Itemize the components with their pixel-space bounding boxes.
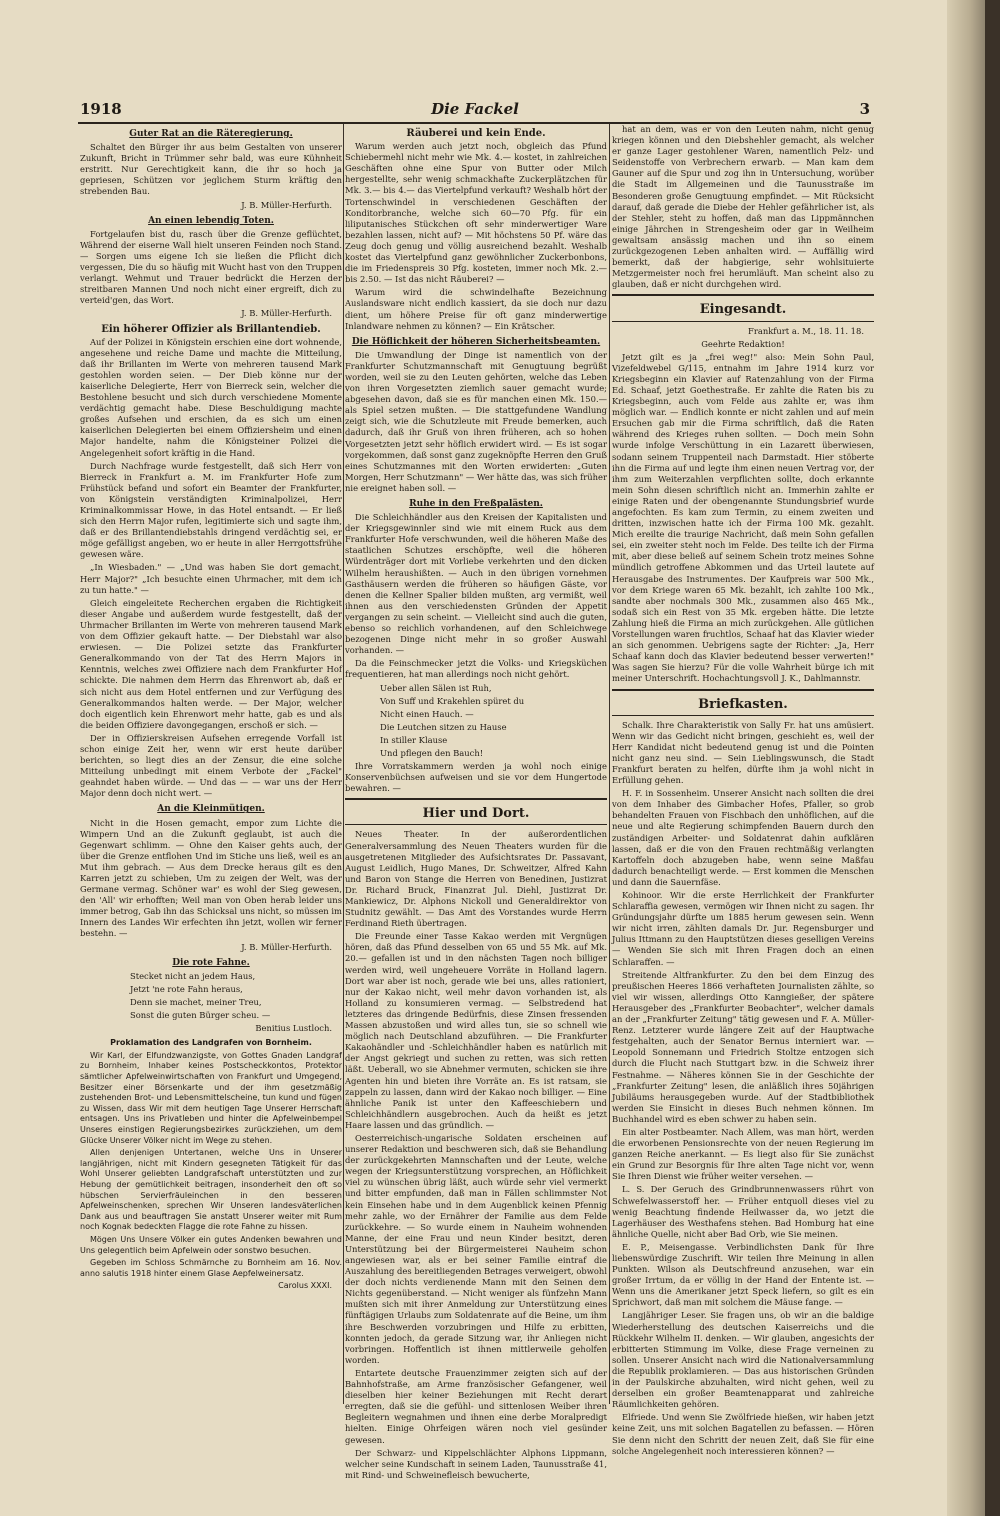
- section-header-box: [612, 294, 874, 321]
- page-header: [80, 100, 870, 122]
- article-paragraph: Langjähriger Leser. Sie fragen uns, ob wir an die baldige Wiederherstellung des deutschen Kaiserreichs und die Rückkehr Wilhelm II. denken. — Wir glauben, angesichts der erbitterten Stimmung im Volke, diese Frage verneinen zu sollen. Unserer Ansicht nach wird die Nationalversammlung die Republik proklamieren. — Das aus historischen Gründen in der Paulskirche abzuhalten, wird nicht gehen, weil zu derselben ein großer Beamtenapparat und zahlreiche Räumlichkeiten gehören.: [612, 1310, 874, 1410]
- section-header-box: [345, 798, 607, 825]
- letter-date: Frankfurt a. M., 18. 11. 18.: [748, 325, 864, 336]
- article-paragraph: Ein alter Postbeamter. Nach Allem, was man hört, werden die erworbenen Pensionsrechte von der neuen Regierung im ganzen Reiche anerkannt. — Es liegt also für Sie zunächst ein Grund zur Besorgnis für Ihre alten Tage nicht vor, wenn Sie Ihren Dienst wie früher weiter versehen. —: [612, 1126, 874, 1182]
- article-paragraph: Oesterreichisch-ungarische Soldaten erscheinen auf unserer Redaktion und beschweren sich, daß sie Behandlung der zurückgekehrten Mannschaften und der Leute, welche wegen der Kriegsunterstützung vorsprechen, an Höflichkeit viel zu wünschen übrig läßt, auch würde sehr viel vermerkt und bitter empfunden, daß man in Fällen schlimmster Not kein Einsehen habe und in dem Augenblick keinen Pfennig mehr zahle, wo der Ernährer der Familie aus dem Felde zurückkehre. — So wurde einem in Nauheim wohnenden Manne, der eine Frau und neun Kinder besitzt, deren Unterstützung bei der Bürgermeisterei Nauheim schon angewiesen war, als er bei seiner Familie eintraf die Auszahlung des bereitliegenden Betrages verweigert, obwohl der doch nichts verdienende Mann mit den Seinen dem Nichts gegenüberstand. — Nicht weniger als fünfzehn Mann mußten sich mit ihrer Anmeldung zur Unterstützung eines fünftägigen Urlaubs zum Soldatenrate auf die Beine, um ihm ihre Beschwerden vorzubringen und Hilfe zu erbitten, konnten jedoch, da gerade Sitzung war, ihr Anliegen nicht vorbringen. Hoffentlich ist ihnen mittlerweile geholfen worden.: [345, 1132, 607, 1365]
- letter-salutation: Geehrte Redaktion!: [701, 338, 785, 349]
- article-paragraph: Schalk. Ihre Charakteristik von Sally Fr. hat uns amüsiert. Wenn wir das Gedicht nicht bringen, geschieht es, weil der Herr Kandidat nicht bedeutend genug ist und die Pointen nicht ganz neu sind. — Sein Lieblingswunsch, die Stadt Frankfurt beraten zu helfen, dürfte ihm ja wohl nicht in Erfüllung gehen.: [612, 719, 874, 786]
- column-1: [80, 124, 342, 1414]
- article-paragraph: Ihre Vorratskammern werden ja wohl noch einige Konservenbüchsen aufweisen und sie vor dem Hungertode bewahren. —: [345, 761, 607, 794]
- article-paragraph: Warum werden auch jetzt noch, obgleich das Pfund Schiebermehl nicht mehr wie Mk. 4.— kostet, in zahlreichen Geschäften ohne eine Spur von Butter oder Milch hergestellte, sehr wenig schmackhafte Zuckerplätzchen für Mk. 3.— bis 4.— das Viertelpfund verkauft? Weshalb hört der Tortenschwindel in verschiedenen Geschäften der Konditorbranche, welche sich 60—70 Pfg. für ein liliputanisches Stückchen oft sehr minderwertiger Ware bezahlen lassen, nicht auf? — Mit höchstens 50 Pf. wäre das Zeug doch genug und völlig ausreichend bezahlt. Weshalb kostet das Viertelpfund ganz gewöhnlicher Zuckerbonbons, die im Friedenspreis 30 Pfg. kosteten, immer noch Mk. 2.— bis 2.50. — Ist das nicht Räuberei? —: [345, 141, 607, 285]
- article-paragraph: Mögen Uns Unsere Völker ein gutes Andenken bewahren und Uns gelegentlich beim Apfelwein oder sonstwo besuchen.: [80, 1234, 342, 1255]
- section-title: Eingesandt.: [699, 302, 787, 318]
- poem-text: Nicht in die Hosen gemacht, empor zum Lichte die Wimpern Und an die Zukunft geglaubt, ist auch die Gegenwart schlimm. — Ohne den Kaiser gehts auch, der über die Grenze entflohen Und im Stiche uns ließ, weil es an Mut ihm gebrach. — Aus dem Drecke heraus gilt es den Karren jetzt zu schieben, Um zu zeigen der Welt, was der Germane vermag. Schöner war' es wohl der Sieg gewesen, den 'All' wir erhofften; Weil man von Oben herab leider uns immer betrog, Gab ihn das Schicksal uns nicht, so müssen im Innern des Landes Wir erfechten ihn jetzt, wollen wir ferner bestehn. —: [80, 817, 342, 939]
- poem-line: In stiller Klause: [380, 734, 448, 745]
- article-paragraph: hat an dem, was er von den Leuten nahm, nicht genug kriegen können und den Diebshehler gemacht, als welcher er ganze Lager gestohlener Waren, namentlich Pelz- und Seidenstoffe von Verbrechern erwarb. — Man kam dem Gauner auf die Spur und zog ihn in Untersuchung, worüber die Stadt im Allgemeinen und die Taunusstraße im Besonderen große Genugtuung empfindet. — Mit Rücksicht darauf, daß gerade die Diebe der Hehler gefährlicher ist, als der Stehler, steht zu hoffen, daß man das Lippmännchen einige Jährchen in Strengesheim oder gar in Weilheim gewaltsam ansässig machen und ihn so einem zurückgezogenen Leben anhalten wird. — Auffällig wird bemerkt, daß der habgierige, sehr wohlsituierte Metzgermeister noch frei herumläuft. Man scheint also zu glauben, daß er nicht durchgehen wird.: [612, 124, 874, 290]
- article-paragraph: Jetzt gilt es ja „frei weg!" also: Mein Sohn Paul, Vizefeldwebel G/115, entnahm im Jahre 1914 kurz vor Kriegsbeginn ein Klavier auf Ratenzahlung von der Firma Ed. Schaaf, jetzt Goethestraße. Er zahlte die Raten bis zu Kriegsbeginn, auch vom Felde aus zahlte er, was ihm möglich war. — Endlich konnte er nicht zahlen und auf mein Ersuchen gab mir die Firma schriftlich, daß die Raten während des Krieges ruhen sollten. — Doch mein Sohn wurde infolge Verschüttung in ein Lazarett überwiesen, sodann seinem Truppenteil nach Darmstadt. Hier stöberte ihn die Firma auf und legte ihm einen neuen Vertrag vor, der ihm zum Weiterzahlen verpflichten sollte, doch erkannte mein Sohn diesen schriftlich nicht an. Immerhin zahlte er einige Raten und der obengenannte Stundungsbrief wurde angefochten. Es kam zum Termin, zu einem zweiten und dritten, inzwischen hatte ich der Firma 100 Mk. gezahlt. Mich ereilte die traurige Nachricht, daß mein Sohn gefallen sei, ein zweiter steht noch im Felde. Des teilte ich der Firma mit, aber diese beließ auf seinem Schein trotz meines Sohne mündlich getroffene Abkommen und das Urteil lautete auf Herausgabe des Instrumentes. Der Kaufpreis war 500 Mk., vor dem Kriege waren 65 Mk. bezahlt, ich zahlte 100 Mk., sandte aber nochmals 300 Mk., zusammen also 465 Mk., sodaß sich ein Rest von 35 Mk. ergeben hätte. Die letzte Zahlung hieß die Firma an mich zurückgehen. Alle gütlichen Vorstellungen waren fruchtlos, Schaaf hat das Klavier wieder an sich genommen. Uebrigens sagte der Richter: „Ja, Herr Schaaf kann doch das Klavier bedeutend besser verwerten!" Was sagen Sie hierzu? Für die volle Wahrheit bürge ich mit meiner Unterschrift. Hochachtungsvoll J. K., Dahlmannstr.: [612, 351, 874, 684]
- column-divider: [343, 124, 344, 1404]
- article-paragraph: Neues Theater. In der außerordentlichen Generalversammlung des Neuen Theaters wurden für die ausgetretenen Mitglieder des Aufsichtsrates Dr. Passavant, August Leidlich, Hugo Manes, Dr. Schweitzer, Alfred Kahn und Baron von Stange die Herren von Benedinen, Justizrat Dr. Richard Bruck, Finanzrat Jul. Diehl, Justizrat Dr. Mankiewicz, Dr. Alphons Nickoll und Generaldirektor von Studnitz gewählt. — Das Amt des Vorstandes wurde Herrn Ferdinand Rieth übertragen.: [345, 829, 607, 929]
- article-paragraph: Der Schwarz- und Kippelschlächter Alphons Lippmann, welcher seine Kundschaft in seinem Laden, Taunusstraße 41, mit Rind- und Schweinefleisch bewucherte,: [345, 1447, 607, 1480]
- column-3: [612, 124, 874, 1456]
- article-paragraph: Die Umwandlung der Dinge ist namentlich von der Frankfurter Schutzmannschaft mit Genugtuung begrüßt worden, weil sie zu den Leuten gehörten, welche das Leben von ihren Vorgesetzten ziemlich sauer gemacht wurde; abgesehen davon, daß sie es für manchen einen Mk. 150.— als Spiel setzen mußten. — Die stattgefundene Wandlung zeigt sich, wie die Schutzleute mit Freude bemerken, auch dadurch, daß ihr Gruß von ihren früheren, ach so hohen Vorgesetzten jetzt sehr höflich erwidert wird. — Es ist sogar vorgekommen, daß sonst ganz zugeknöpfte Herren den Gruß eines Schutzmannes mit den Worten erwiderten: „Guten Morgen, Herr Schutzmann" — Wer hätte das, was sich früher nie ereignet haben soll. —: [345, 349, 607, 493]
- poem-line: Und pflegen den Bauch!: [380, 747, 484, 758]
- article-paragraph: L. S. Der Geruch des Grindbrunnenwassers rührt von Schwefelwasserstoff her. — Früher entquoll dieses viel zu wenig Beachtung findende Heilwasser da, wo jetzt die Lagerhäuser des Westhafens stehen. Bad Homburg hat eine ähnliche Quelle, nicht aber Bad Orb, wie Sie meinen.: [612, 1184, 874, 1239]
- article-paragraph: „In Wiesbaden." — „Und was haben Sie dort gemacht, Herr Major?" „Ich besuchte einen Uhrmacher, mit dem ich zu tun hatte." —: [80, 562, 342, 595]
- article-paragraph: Warum wird die schwindelhafte Bezeichnung Auslandsware nicht endlich kassiert, da sie doch nur dazu dient, um höhere Preise für oft ganz minderwertige Inlandware nehmen zu können? — Ein Krätscher.: [345, 287, 607, 331]
- signature: J. B. Müller-Herfurth.: [241, 308, 332, 319]
- article-paragraph: H. F. in Sossenheim. Unserer Ansicht nach sollten die drei von dem Inhaber des Gimbacher Hofes, Pfaller, so grob behandelten Frauen von Fischbach den unhöflichen, auf die neue und alte Regierung schimpfenden Bauern durch den zuständigen Arbeiter- und Soldatenrat dahin aufklären lassen, daß er die von den Frauen rechtmäßig verlangten Kartoffeln doch abzugeben habe, wenn seine Maßfau dadurch benachteiligt werde. — Erst kommen die Menschen und dann die Sauernfäse.: [612, 788, 874, 887]
- article-paragraph: E. P., Meisengasse. Verbindlichsten Dank für Ihre liebenswürdige Zuschrift. Wir teilen Ihre Meinung in allen Punkten. Wilson als Deutschfreund anzusehen, war ein großer Irrtum, da er völlig in der Hand der Entente ist. — Wenn uns die Amerikaner jetzt Speck liefern, so gilt es ein Sprichwort, daß man mit solchem die Mäuse fange. —: [612, 1241, 874, 1308]
- signature: Carolus XXXI.: [278, 1281, 332, 1291]
- headline: An die Kleinmütigen.: [157, 804, 265, 815]
- article-paragraph: Elfriede. Und wenn Sie Zwölfriede hießen, wir haben jetzt keine Zeit, uns mit solchen Bagatellen zu befassen. — Hören Sie denn nicht den Schritt der neuen Zeit, daß Sie für eine solche Angelegenheit noch interessieren können? —: [612, 1412, 874, 1456]
- article-paragraph: Kohinoor. Wir die erste Herrlichkeit der Frankfurter Schlaraffia gewesen, vermögen wir Ihnen nicht zu sagen. Ihr Gründungsjahr dürfte um 1885 herum gewesen sein. Wenn wir nicht irren, zählten damals Dr. Jur. Regensburger und Julius Ittmann zu den Hauptstützen dieses geselligen Vereins — Wenden Sie sich mit Ihren Fragen doch an einen Schlaraffen. —: [612, 890, 874, 967]
- headline: Die Höflichkeit der höheren Sicherheitsbeamten.: [351, 336, 601, 347]
- binding-shadow: [947, 0, 985, 1516]
- article-paragraph: Durch Nachfrage wurde festgestellt, daß sich Herr von Bierreck in Frankfurt a. M. im Frankfurter Hofe zum Frühstück befand und sofort ein Beamter der Frankfurter, von Königstein verständigten Kriminalpolizei, Herr Kriminalkommissar Howe, in das Hotel entsandt. — Er ließ sich den Herrn Major rufen, legitimierte sich und sagte ihm, daß er des Brillantendiebstahls dringend verdächtig sei, er möge gefälligst angeben, wo er heute in aller Herrgottsfrühe gewesen wäre.: [80, 460, 342, 560]
- poem-line: Jetzt 'ne rote Fahn heraus,: [130, 983, 243, 994]
- article-paragraph: Allen denjenigen Untertanen, welche Uns in Unserer langjährigen, nicht mit Kindern gesegneten Tätigkeit für das Wohl Unserer geliebten Landgrafschaft unterstützten und zur Hebung der gemütlichkeit beitragen, insonderheit den oft so hübschen Servierfräuleinchen in den besseren Apfelweinschenken, sprechen Wir Unseren landesväterlichen Dank aus und beauftragen Sie anstatt Unserer weiter mit Rum noch Kognak bedeckten Flagge die rote Fahne zu hissen.: [80, 1148, 342, 1232]
- headline: Proklamation des Landgrafen von Bornheim.: [110, 1038, 312, 1048]
- headline: Räuberei und kein Ende.: [406, 128, 546, 139]
- poem-line: Ueber allen Sälen ist Ruh,: [380, 682, 492, 693]
- poem-text: Schaltet den Bürger ihr aus beim Gestalten von unserer Zukunft, Bricht in Trümmer sehr bald, was eure Kühnheit erstritt. Nur Gerechtigkeit kann, die ihr so hoch ja gepriesen, Schützen vor jeglichem Sturm kräftig den strebenden Bau.: [80, 142, 342, 197]
- article-paragraph: Gleich eingeleitete Recherchen ergaben die Richtigkeit dieser Angabe und außerdem wurde festgestellt, daß der Uhrmacher Brillanten im Werte von mehreren tausend Mark von dem Offizier gekauft hatte. — Der Diebstahl war also erwiesen. — Die Polizei setzte das Frankfurter Generalkommando von der Tat des Herrn Majors in Kenntnis, welches zwei Offiziere nach dem Frankfurter Hof schickte. Die nahmen dem Herrn das Ehrenwort ab, daß er sich nicht aus dem Hotel entfernen und zur Verfügung des Generalkommandos halten werde. — Der Major, welcher doch eigentlich kein Ehrenwort mehr hatte, gab es und als die beiden Offiziere davongegangen, erschoß er sich. —: [80, 597, 342, 730]
- article-paragraph: Der in Offizierskreisen Aufsehen erregende Vorfall ist schon einige Zeit her, wenn wir erst heute darüber berichten, so liegt dies an der Zensur, die eine solche Mitteilung unbedingt mit einem Verbote der „Fackel" geahndet haben würde. — Und das — — war uns der Herr Major denn doch nicht wert. —: [80, 732, 342, 799]
- column-divider: [609, 124, 610, 1404]
- poem-line: Nicht einen Hauch. —: [380, 708, 474, 719]
- signature: J. B. Müller-Herfurth.: [241, 199, 332, 210]
- headline: Ruhe in den Freßpalästen.: [409, 499, 543, 509]
- headline: An einen lebendig Toten.: [148, 215, 274, 226]
- article-paragraph: Die Freunde einer Tasse Kakao werden mit Vergnügen hören, daß das Pfund desselben von 65 und 55 Mk. auf Mk. 20.— gefallen ist und in den nächsten Tagen noch billiger werden wird, weil ungeheuere Vorräte in Holland lagern. Dort war aber ist noch, gerade wie bei uns, alles rationiert, nur der Kakao nicht, weil mehr davon vorhanden ist, als Holland zu konsumieren vermag. — Selbstredend hat letzteres das dringende Bedürfnis, diese Zinsen fressenden Massen abzustoßen und wird alles tun, sie so schnell wie möglich nach Deutschland abzuführen. — Die Frankfurter Kakaohändler und -Schleichhändler haben es natürlich mit der Angst gekriegt und suchen zu retten, was sich retten läßt. Ueberall, wo sie Abnehmer vermuten, schicken sie ihre Agenten hin und bieten ihre Vorräte an. Es ist ratsam, sie zappeln zu lassen, dann wird der Kakao noch billiger. — Eine ähnliche Panik ist unter den Kaffeeschiebern und Schleichhändlern ausgebrochen. Auch da heißt es jetzt Haare lassen und das gründlich. —: [345, 931, 607, 1130]
- article-paragraph: Da die Feinschmecker jetzt die Volks- und Kriegsküchen frequentieren, hat man allerdings noch nicht gehört.: [345, 658, 607, 680]
- headline: Ein höherer Offizier als Brillantendieb.: [101, 323, 321, 335]
- article-paragraph: Entartete deutsche Frauenzimmer zeigten sich auf der Bahnhofstraße, am Arme französischer Gefangener, weil dieselben hier keiner Beziehungen mit Recht derart erregten, daß sie die gefühl- und sittenlosen Weiber ihren Begleitern wegnahmen und ihnen eine derbe Moralpredigt hielten. Einige Ohrfeigen wären noch viel gesünder gewesen.: [345, 1367, 607, 1445]
- headline: Die rote Fahne.: [172, 957, 250, 968]
- section-title: Hier und Dort.: [422, 806, 530, 822]
- article-paragraph: Streitende Altfrankfurter. Zu den bei dem Einzug des preußischen Heeres 1866 verhafteten Journalisten zählte, so viel wir wissen, allerdings Otto Kanngießer, der spätere Herausgeber des „Frankfurter Beobachter", welcher damals an der „Frankfurter Zeitung" tätig gewesen und F. A. Müller-Renz. Letzterer wurde längere Zeit auf der Hauptwache festgehalten, auch der Senator Bernus interniert war. — Leopold Sonnemann und Friedrich Stoltze entzogen sich durch die Flucht nach Stuttgart bzw. in die Schweiz ihrer Festnahme. — Näheres können Sie in der Geschichte der „Frankfurter Zeitung" lesen, die anläßlich ihres 50jährigen Jubiläums herausgegeben wurde. Auf der Stadtbibliothek werden Sie Einsicht in dieses Buch nehmen können. Im Buchhandel wird es eben schwer zu haben sein.: [612, 969, 874, 1124]
- poem-line: Die Leutchen sitzen zu Hause: [380, 721, 507, 732]
- poem-line: Von Suff und Krakehlen spüret du: [380, 695, 525, 706]
- article-paragraph: Wir Karl, der Elfundzwanzigste, von Gottes Gnaden Landgraf zu Bornheim, Inhaber keines Postscheckkontos, Protektor sämtlicher Apfelweinwirtschaften von Frankfurt und Umgegend, Besitzer einer Börsenkarte und der ihm gesetzmäßig zustehenden Brot- und Lebensmittelscheine, tun kund und fügen zu Wissen, dass Wir mit dem heutigen Tage Unserer Herrschaft entsagen. Uns ins Privatleben und hinter die Apfelweinbempel Unseres einstigen Regierungsbezirkes zurückziehen, um dem Glücke Unserer Völker nicht im Wege zu stehen.: [80, 1050, 342, 1145]
- article-paragraph: Die Schleichhändler aus den Kreisen der Kapitalisten und der Kriegsgewinnler sind wie mit einem Ruck aus dem Frankfurter Hofe verschwunden, weil die höheren Maße des staatlichen Schutzes erschöpfte, weil die höheren Würdenträger dort mit Vorliebe verkehrten und den dicken Wilhelm heraushißten. — Auch in den übrigen vornehmen Gasthäusern werden die früheren so häufigen Gäste, vor denen die Kellner Spalier bilden mußten, arg vermißt, weil ihnen aus den verschiedensten Gründen der Appetit vergangen zu sein scheint. — Vielleicht sind auch die guten, ebenso so reichlich vorhandenen, auf den Schleichwege bezogenen Dinge nicht mehr in so großer Auswahl vorhanden. —: [345, 512, 607, 656]
- poem-line: Sonst die guten Bürger scheu. —: [130, 1010, 271, 1021]
- article-paragraph: Auf der Polizei in Königstein erschien eine dort wohnende, angesehene und reiche Dame und machte die Mitteilung, daß ihr Brillanten im Werte von mehreren tausend Mark gestohlen worden seien. — Der Dieb könne nur der kaiserliche Delegierte, Herr von Bierreck sein, welcher die Bestohlene besucht und sich durch verschiedene Momente verdächtig gemacht habe. Diese Beschuldigung machte großes Aufsehen und erschien, da es sich um einen kaiserlichen Delegierten bei einem Offiziersheim und einen Major handelte, nahm die Königsteiner Polizei die Angelegenheit sofort kräftig in die Hand.: [80, 336, 342, 458]
- masthead-title: Die Fackel: [431, 100, 519, 118]
- column-2: [345, 124, 607, 1480]
- article-paragraph: Gegeben im Schloss Schmärnche zu Bornheim am 16. Nov. anno salutis 1918 hinter einem Glase Aepfelweinersatz.: [80, 1258, 342, 1278]
- signature: J. B. Müller-Herfurth.: [241, 941, 332, 952]
- page-number: 3: [859, 100, 870, 118]
- poem: [380, 683, 607, 760]
- poem: [130, 971, 342, 1021]
- signature: Benitius Lustloch.: [255, 1023, 332, 1034]
- header-year: 1918: [80, 100, 122, 118]
- section-header-box: [612, 689, 874, 716]
- poem-text: Fortgelaufen bist du, rasch über die Grenze geflüchtet, Während der eiserne Wall hielt unseren Feinden noch Stand. — Sorgen ums eigene Ich sie ließen die Pflicht dich vergessen, Die du so häufig mit Wucht hast von den Truppen verlangt. Wehmut und Trauer bedrückt die Herzen der streitbaren Mannen Und noch nicht einer ergreift, dich zu verteid'gen, das Wort.: [80, 228, 342, 306]
- poem-line: Denn sie machet, meiner Treu,: [130, 996, 262, 1007]
- headline: Guter Rat an die Räteregierung.: [129, 129, 293, 139]
- poem-line: Stecket nicht an jedem Haus,: [130, 970, 256, 981]
- section-title: Briefkasten.: [698, 696, 788, 712]
